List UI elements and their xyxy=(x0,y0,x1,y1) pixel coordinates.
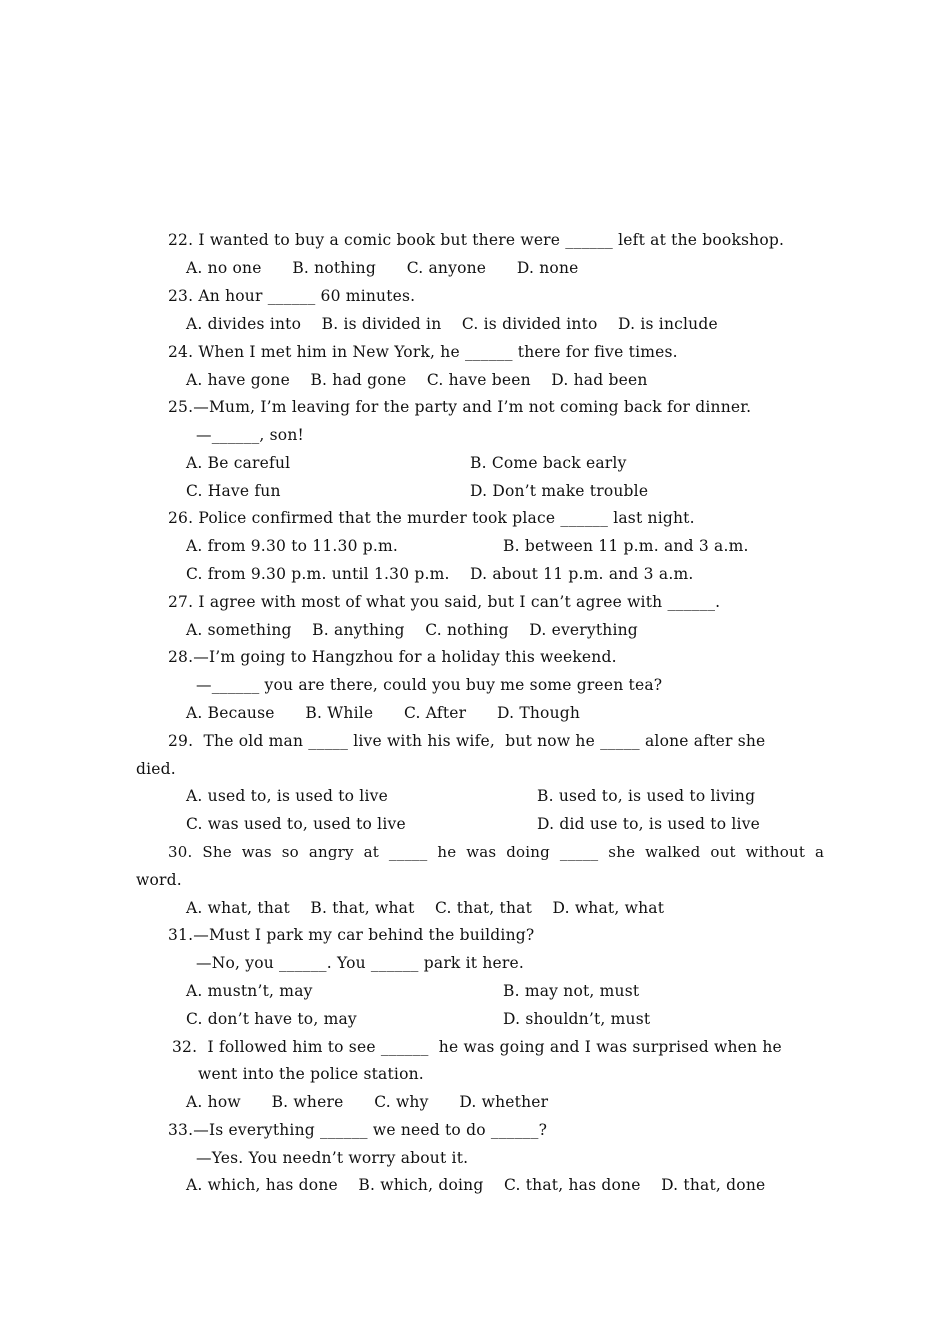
question-22: 22. I wanted to buy a comic book but there were ______ left at the bookshop. xyxy=(168,231,785,249)
options-33: A. which, has done B. which, doing C. that, has done D. that, done xyxy=(186,1176,766,1194)
options-23: A. divides into B. is divided in C. is divided into D. is include xyxy=(186,315,718,333)
question-28-reply: —______ you are there, could you buy me some green tea? xyxy=(196,676,663,694)
question-32-cont: went into the police station. xyxy=(198,1065,424,1083)
option-26-a: A. from 9.30 to 11.30 p.m. xyxy=(186,537,399,555)
question-31: 31.—Must I park my car behind the building? xyxy=(168,926,535,944)
options-32: A. how B. where C. why D. whether xyxy=(186,1093,549,1111)
option-25-b: B. Come back early xyxy=(470,454,627,472)
question-30-cont: word. xyxy=(136,871,182,889)
question-33-reply: —Yes. You needn’t worry about it. xyxy=(196,1149,469,1167)
option-26-b: B. between 11 p.m. and 3 a.m. xyxy=(503,537,749,555)
options-27: A. something B. anything C. nothing D. everything xyxy=(186,621,638,639)
question-29-cont: died. xyxy=(136,760,176,778)
option-31-b: B. may not, must xyxy=(503,982,640,1000)
option-29-a: A. used to, is used to live xyxy=(186,787,388,805)
option-29-d: D. did use to, is used to live xyxy=(537,815,761,833)
options-22: A. no one B. nothing C. anyone D. none xyxy=(186,259,579,277)
question-25: 25.—Mum, I’m leaving for the party and I’m not coming back for dinner. xyxy=(168,398,752,416)
option-26-c: C. from 9.30 p.m. until 1.30 p.m. xyxy=(186,565,450,583)
question-24: 24. When I met him in New York, he ______ there for five times. xyxy=(168,343,678,361)
question-30: 30. She was so angry at _____ he was doing _____ she walked out without a xyxy=(168,843,825,861)
option-25-d: D. Don’t make trouble xyxy=(470,482,649,500)
question-26: 26. Police confirmed that the murder took place ______ last night. xyxy=(168,509,695,527)
question-32: 32. I followed him to see ______ he was going and I was surprised when he xyxy=(172,1038,782,1056)
option-31-a: A. mustn’t, may xyxy=(186,982,313,1000)
option-29-c: C. was used to, used to live xyxy=(186,815,406,833)
option-26-d: D. about 11 p.m. and 3 a.m. xyxy=(470,565,694,583)
option-31-d: D. shouldn’t, must xyxy=(503,1010,651,1028)
question-29: 29. The old man _____ live with his wife, but now he _____ alone after she xyxy=(168,732,766,750)
question-23: 23. An hour ______ 60 minutes. xyxy=(168,287,416,305)
question-28: 28.—I’m going to Hangzhou for a holiday this weekend. xyxy=(168,648,617,666)
option-31-c: C. don’t have to, may xyxy=(186,1010,357,1028)
option-29-b: B. used to, is used to living xyxy=(537,787,756,805)
question-33: 33.—Is everything ______ we need to do ______? xyxy=(168,1121,548,1139)
option-25-a: A. Be careful xyxy=(186,454,291,472)
options-30: A. what, that B. that, what C. that, that D. what, what xyxy=(186,899,665,917)
option-25-c: C. Have fun xyxy=(186,482,281,500)
question-25-reply: —______, son! xyxy=(196,426,304,444)
options-24: A. have gone B. had gone C. have been D. had been xyxy=(186,371,648,389)
question-31-reply: —No, you ______. You ______ park it here. xyxy=(196,954,525,972)
options-28: A. Because B. While C. After D. Though xyxy=(186,704,581,722)
question-27: 27. I agree with most of what you said, but I can’t agree with ______. xyxy=(168,593,721,611)
